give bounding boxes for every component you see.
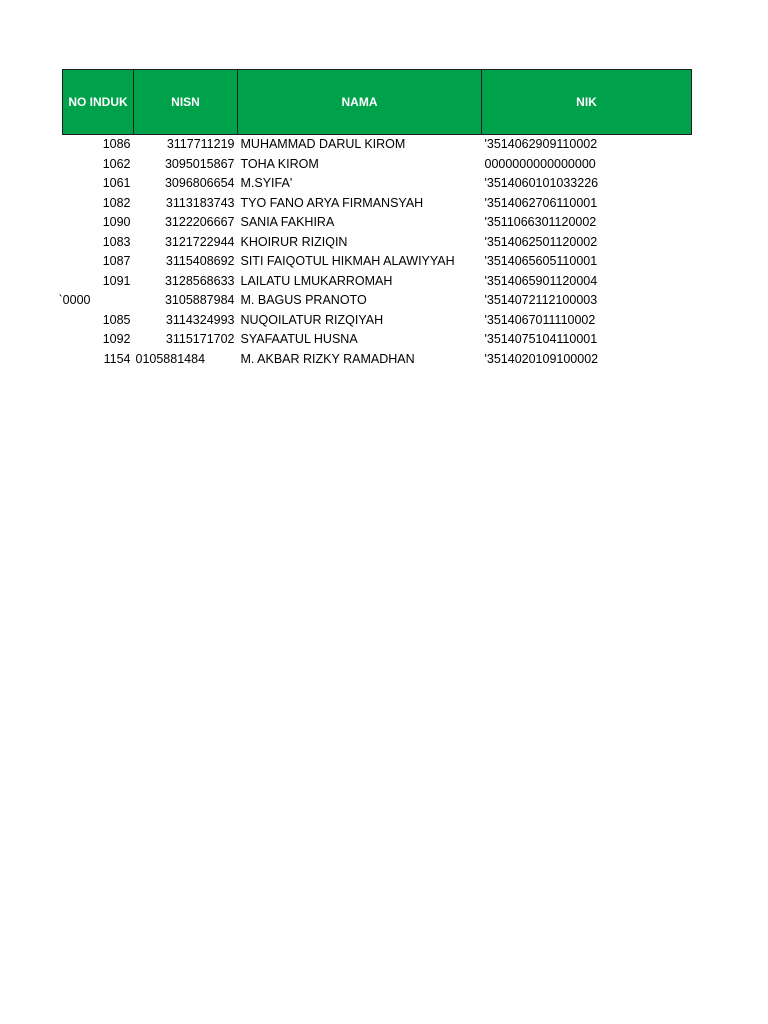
cell-nik[interactable]: '3514075104110001 <box>484 332 598 346</box>
student-table <box>58 69 692 369</box>
cell-nisn[interactable]: 3095015867 <box>164 156 235 171</box>
cell-nik[interactable]: '3514065605110001 <box>484 254 598 268</box>
cell-nisn[interactable]: 3113183743 <box>165 195 235 210</box>
cell-nama[interactable]: SANIA FAKHIRA <box>240 215 335 229</box>
table-row <box>63 135 692 155</box>
cell-no-induk[interactable]: 1062 <box>102 156 131 171</box>
cell-nik[interactable]: '3511066301120002 <box>484 215 597 229</box>
cell-nisn[interactable]: 3122206667 <box>164 215 235 229</box>
cell-no-induk[interactable]: 1083 <box>102 234 131 249</box>
cell-nisn[interactable]: 3096806654 <box>164 176 235 190</box>
cell-no-induk[interactable] <box>58 291 134 311</box>
cell-nama[interactable]: NUQOILATUR RIZQIYAH <box>240 312 384 327</box>
cell-nik[interactable]: '3514060101033226 <box>484 176 599 190</box>
cell-nama[interactable]: TYO FANO ARYA FIRMANSYAH <box>240 195 424 210</box>
cell-nisn[interactable]: 3105887984 <box>164 293 235 307</box>
cell-nik[interactable]: '3514065901120004 <box>484 273 598 288</box>
table-row <box>63 272 692 292</box>
cell-nisn[interactable]: 3115171702 <box>165 332 235 346</box>
cell-nisn[interactable]: 3128568633 <box>164 273 235 288</box>
cell-no-induk[interactable]: 1082 <box>102 195 131 210</box>
cell-no-induk[interactable]: 1086 <box>102 137 131 151</box>
cell-nama[interactable]: M.SYIFA' <box>240 176 293 190</box>
cell-nama[interactable]: LAILATU LMUKARROMAH <box>240 273 393 288</box>
cell-nik[interactable]: 0000000000000000 <box>484 156 596 171</box>
table-row <box>63 233 692 253</box>
cell-nama[interactable]: M. BAGUS PRANOTO <box>240 293 367 307</box>
cell-nama[interactable]: SITI FAIQOTUL HIKMAH ALAWIYYAH <box>240 254 455 268</box>
cell-nisn[interactable]: 3115408692 <box>165 254 235 268</box>
cell-nama[interactable]: SYAFAATUL HUSNA <box>240 332 358 346</box>
table-row <box>63 213 692 233</box>
header-nama: NAMA <box>238 70 482 135</box>
cell-no-induk[interactable]: 1087 <box>102 254 131 268</box>
cell-nisn[interactable]: 3117711219 <box>166 137 235 151</box>
cell-nik[interactable]: '3514062501120002 <box>484 234 598 249</box>
cell-nik[interactable]: '3514062706110001 <box>484 195 598 210</box>
table-row <box>63 291 692 311</box>
table-row <box>63 252 692 272</box>
cell-nama[interactable]: TOHA KIROM <box>240 156 319 171</box>
header-nik: NIK <box>482 70 692 135</box>
cell-no-induk-text: `0000 <box>58 293 91 307</box>
table-row <box>63 330 692 350</box>
cell-nama[interactable]: M. AKBAR RIZKY RAMADHAN <box>240 351 415 366</box>
cell-nama[interactable]: KHOIRUR RIZIQIN <box>240 234 348 249</box>
table-row <box>63 194 692 214</box>
table-row <box>63 155 692 175</box>
cell-no-induk[interactable]: 1091 <box>102 273 131 288</box>
cell-no-induk[interactable]: 1092 <box>102 332 131 346</box>
cell-nisn[interactable]: 3121722944 <box>164 234 235 249</box>
cell-no-induk[interactable]: 1061 <box>102 176 131 190</box>
header-row <box>63 70 692 135</box>
cell-nik[interactable]: '3514067011110002 <box>484 312 596 327</box>
cell-no-induk[interactable]: 1085 <box>102 312 131 327</box>
cell-no-induk[interactable]: 1090 <box>102 215 131 229</box>
spreadsheet-sheet <box>58 69 691 369</box>
cell-nik[interactable]: '3514062909110002 <box>484 137 598 151</box>
cell-nama[interactable]: MUHAMMAD DARUL KIROM <box>240 137 406 151</box>
cell-nisn[interactable]: 3114324993 <box>165 312 235 327</box>
header-nisn: NISN <box>134 70 238 135</box>
cell-nik[interactable]: '3514020109100002 <box>484 351 599 366</box>
table-row <box>63 350 692 370</box>
cell-nik[interactable]: '3514072112100003 <box>484 293 598 307</box>
table-row <box>63 311 692 331</box>
table-row <box>63 174 692 194</box>
header-no-induk: NO INDUK <box>63 70 134 135</box>
cell-no-induk[interactable]: 1154 <box>103 351 131 366</box>
cell-nisn[interactable]: 0105881484 <box>135 351 206 366</box>
